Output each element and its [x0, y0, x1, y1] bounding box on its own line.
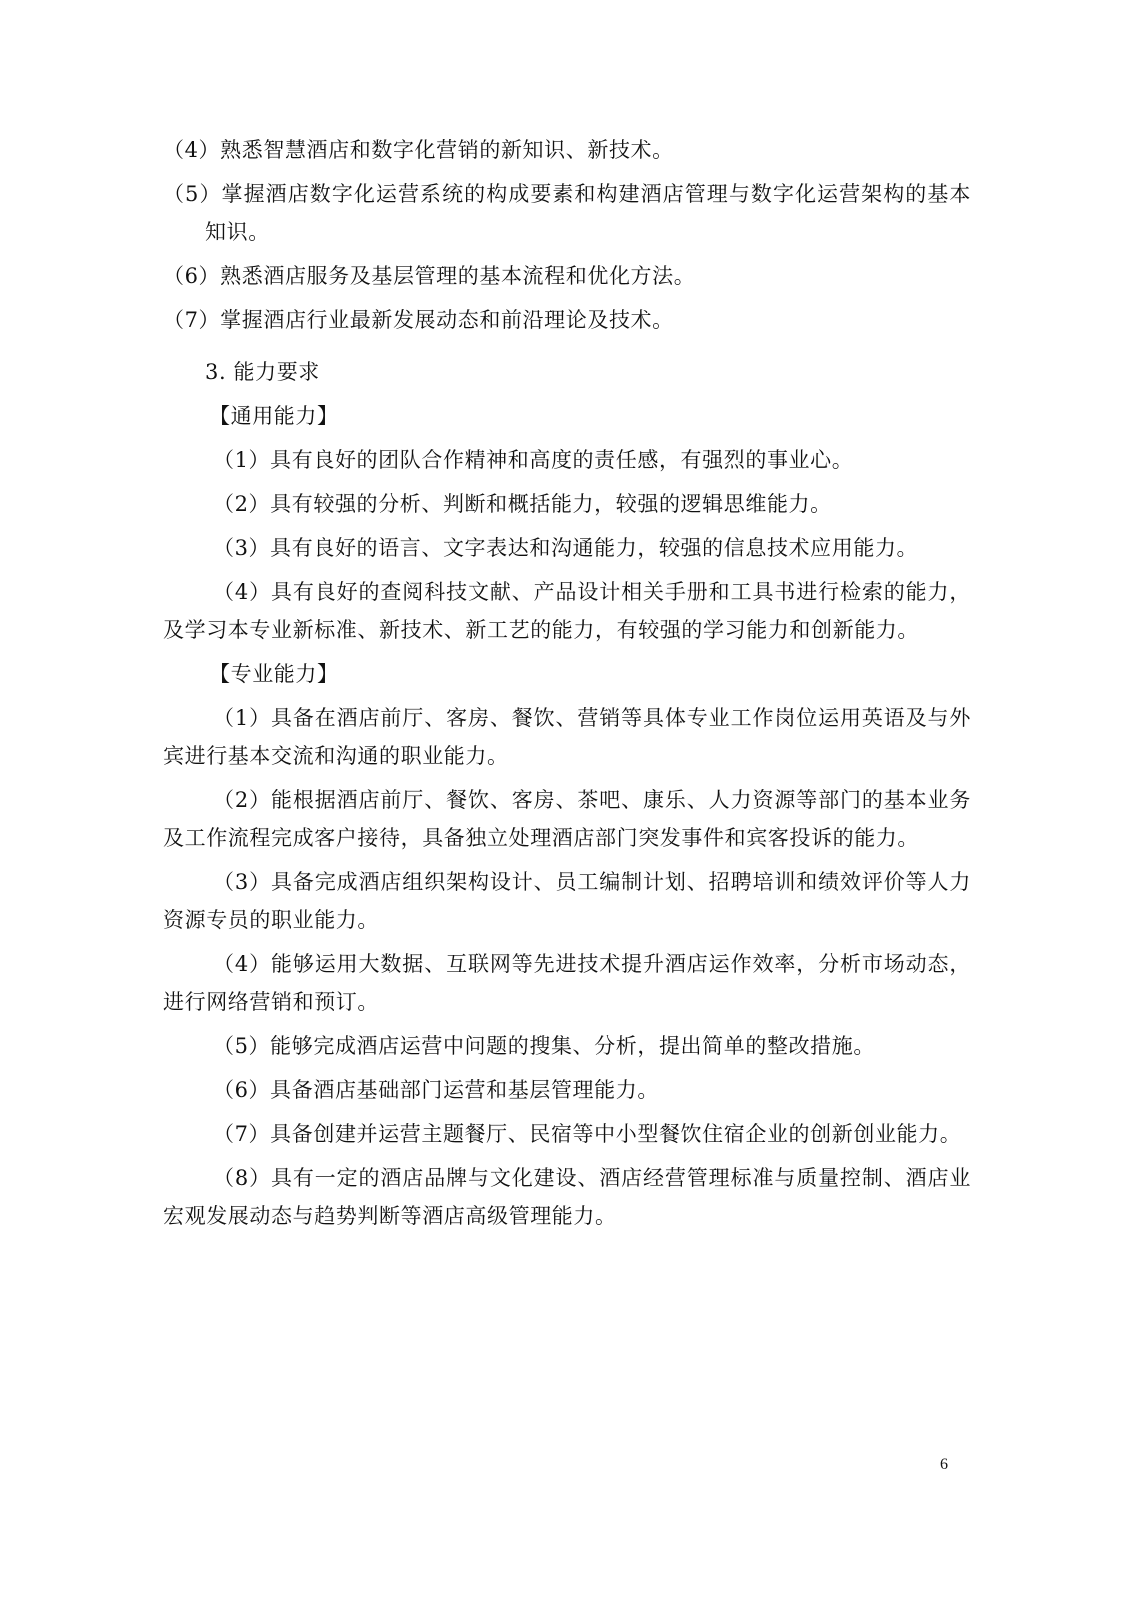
page-content — [163, 131, 971, 1241]
general-ability-item: （2）具有较强的分析、判断和概括能力，较强的逻辑思维能力。 — [213, 492, 832, 516]
general-ability-item: （1）具有良好的团队合作精神和高度的责任感，有强烈的事业心。 — [213, 448, 854, 472]
professional-ability-item: （7）具备创建并运营主题餐厅、民宿等中小型餐饮住宿企业的创新创业能力。 — [213, 1122, 962, 1146]
professional-ability-item: （8）具有一定的酒店品牌与文化建设、酒店经营管理标准与质量控制、酒店业宏观发展动态与趋势判断等酒店高级管理能力。 — [163, 1166, 971, 1228]
professional-ability-item: （4）能够运用大数据、互联网等先进技术提升酒店运作效率，分析市场动态，进行网络营销和预订。 — [163, 952, 971, 1014]
page-number: 6 — [940, 1456, 948, 1473]
professional-ability-item: （3）具备完成酒店组织架构设计、员工编制计划、招聘培训和绩效评价等人力资源专员的职业能力。 — [163, 870, 971, 932]
professional-ability-heading: 【专业能力】 — [209, 662, 339, 686]
knowledge-item: （4）熟悉智慧酒店和数字化营销的新知识、新技术。 — [163, 138, 674, 162]
professional-ability-item: （6）具备酒店基础部门运营和基层管理能力。 — [213, 1078, 659, 1102]
professional-ability-item: （2）能根据酒店前厅、餐饮、客房、茶吧、康乐、人力资源等部门的基本业务及工作流程完成客户接待，具备独立处理酒店部门突发事件和宾客投诉的能力。 — [163, 788, 971, 850]
knowledge-item: （5）掌握酒店数字化运营系统的构成要素和构建酒店管理与数字化运营架构的基本知识。 — [163, 182, 971, 244]
professional-ability-item: （5）能够完成酒店运营中问题的搜集、分析，提出简单的整改措施。 — [213, 1034, 875, 1058]
professional-ability-item: （1）具备在酒店前厅、客房、餐饮、营销等具体专业工作岗位运用英语及与外宾进行基本交流和沟通的职业能力。 — [163, 706, 971, 768]
general-ability-item: （3）具有良好的语言、文字表达和沟通能力，较强的信息技术应用能力。 — [213, 536, 919, 560]
general-ability-heading: 【通用能力】 — [209, 404, 339, 428]
general-ability-item: （4）具有良好的查阅科技文献、产品设计相关手册和工具书进行检索的能力，及学习本专业新标准、新技术、新工艺的能力，有较强的学习能力和创新能力。 — [163, 580, 971, 642]
section-heading: 3. 能力要求 — [205, 360, 320, 384]
knowledge-item: （6）熟悉酒店服务及基层管理的基本流程和优化方法。 — [163, 264, 696, 288]
knowledge-item: （7）掌握酒店行业最新发展动态和前沿理论及技术。 — [163, 308, 674, 332]
